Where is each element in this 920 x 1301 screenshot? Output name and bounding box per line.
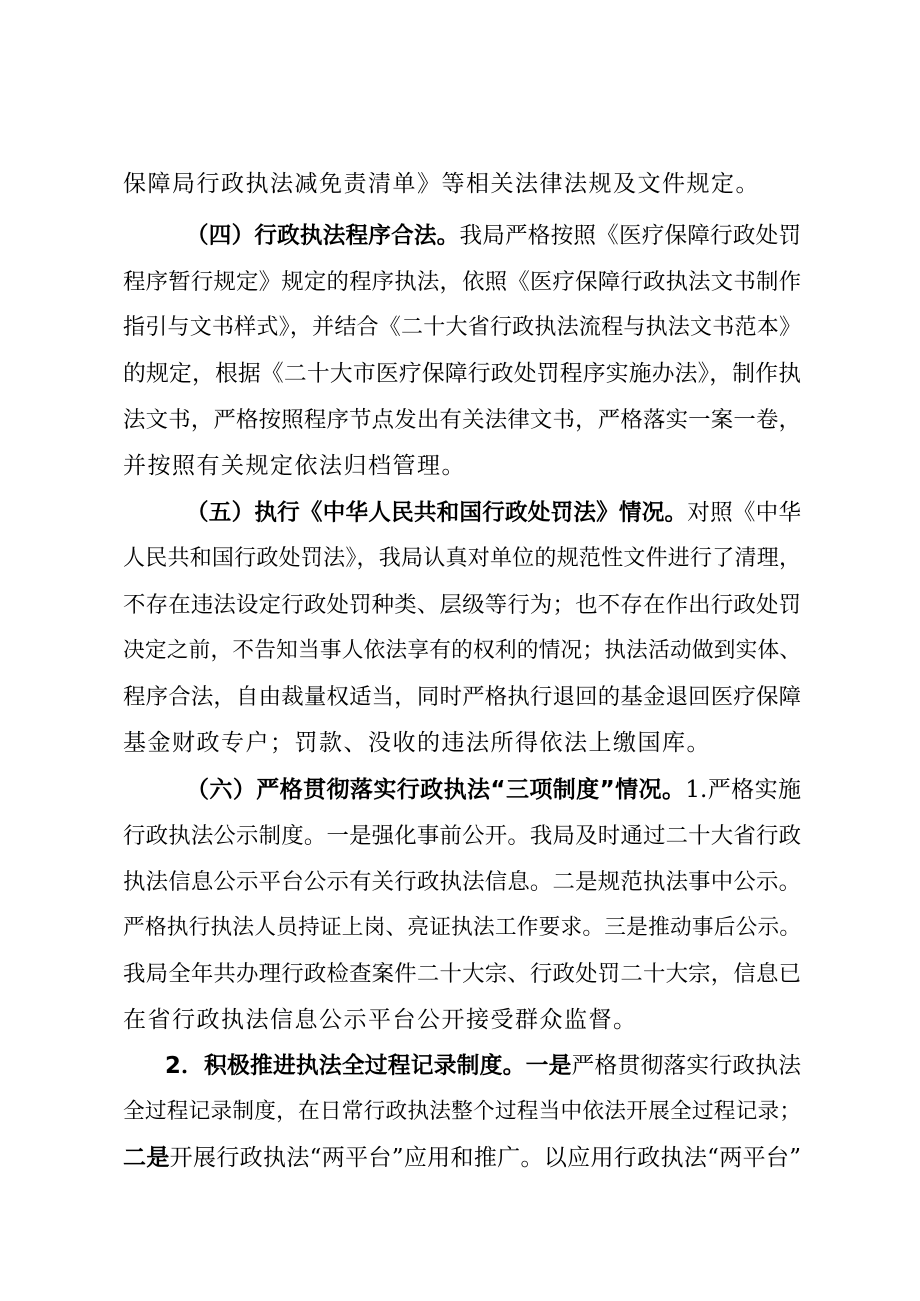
section-5-heading: （五）执行《中华人民共和国行政处罚法》情况。 (186, 500, 688, 526)
text: 行政执法公示制度。一是强化事前公开。我局及时通过二十大省行政 (123, 823, 801, 849)
text: 法文书，严格按照程序节点发出有关法律文书，严格落实一案一卷， (123, 407, 801, 433)
text: 开展行政执法“两平台”应用和推广。以应用行政执法“两平台” (169, 1145, 801, 1171)
section-4-line-4 (123, 354, 801, 394)
keyword-second: 二是 (123, 1145, 170, 1171)
section-4-line-6 (123, 446, 801, 486)
section-4-line-2 (123, 262, 801, 302)
section-4-heading: （四）行政执法程序合法。 (186, 223, 460, 249)
text: 对照《中华 (687, 500, 802, 526)
keyword-first: 一是 (525, 1053, 572, 1079)
text: 保障局行政执法减免责清单》等相关法律法规及文件规定。 (123, 171, 760, 197)
section-6-2-heading: 2．积极推进执法全过程记录制度。 (165, 1053, 526, 1079)
text: 并按照有关规定依法归档管理。 (123, 453, 466, 479)
section-6-line-5 (123, 954, 801, 994)
section-6-line-4 (123, 908, 801, 948)
section-6-line-3 (123, 862, 801, 902)
section-5-line-5 (123, 677, 801, 717)
section-4-line-5 (123, 400, 801, 440)
section-6-2-line-1 (165, 1046, 801, 1086)
text: 严格执行执法人员持证上岗、亮证执法工作要求。三是推动事后公示。 (123, 915, 801, 940)
text: 不存在违法设定行政处罚种类、层级等行为；也不存在作出行政处罚 (123, 592, 801, 618)
text: 程序合法，自由裁量权适当，同时严格执行退回的基金退回医疗保障 (123, 684, 801, 710)
section-5-line-6 (123, 723, 801, 763)
section-6-2-line-2 (123, 1092, 801, 1132)
section-5-line-2 (123, 539, 801, 579)
section-6-line-6 (123, 1000, 801, 1040)
text: 1.严格实施 (685, 777, 801, 803)
section-6-heading: （六）严格贯彻落实行政执法“三项制度”情况。 (186, 777, 686, 803)
section-6-line-2 (123, 816, 801, 856)
text: 指引与文书样式》，并结合《二十大省行政执法流程与执法文书范本》 (123, 315, 801, 340)
text: 的规定，根据《二十大市医疗保障行政处罚程序实施办法》，制作执 (123, 361, 801, 387)
text: 人民共和国行政处罚法》，我局认真对单位的规范性文件进行了清理， (123, 546, 801, 571)
section-5-line-4 (123, 631, 801, 671)
text: 严格贯彻落实行政执法 (571, 1053, 802, 1079)
section-5-line-1 (186, 493, 801, 533)
section-5-line-3 (123, 585, 801, 625)
text: 基金财政专户；罚款、没收的违法所得依法上缴国库。 (123, 730, 711, 756)
text: 我局全年共办理行政检查案件二十大宗、行政处罚二十大宗，信息已 (123, 961, 801, 987)
section-6-2-line-3 (123, 1138, 801, 1178)
paragraph-tail-line (123, 164, 801, 204)
text: 决定之前，不告知当事人依法享有的权利的情况；执法活动做到实体、 (123, 638, 801, 663)
text: 程序暂行规定》规定的程序执法，依照《医疗保障行政执法文书制作 (123, 269, 801, 295)
text: 执法信息公示平台公示有关行政执法信息。二是规范执法事中公示。 (123, 869, 801, 895)
section-6-line-1 (186, 770, 801, 810)
text: 我局严格按照《医疗保障行政处罚 (459, 223, 802, 249)
text: 在省行政执法信息公示平台公开接受群众监督。 (123, 1007, 638, 1033)
section-4-line-3 (123, 308, 801, 348)
section-4-line-1 (186, 216, 801, 256)
text: 全过程记录制度，在日常行政执法整个过程当中依法开展全过程记录； (123, 1099, 801, 1124)
